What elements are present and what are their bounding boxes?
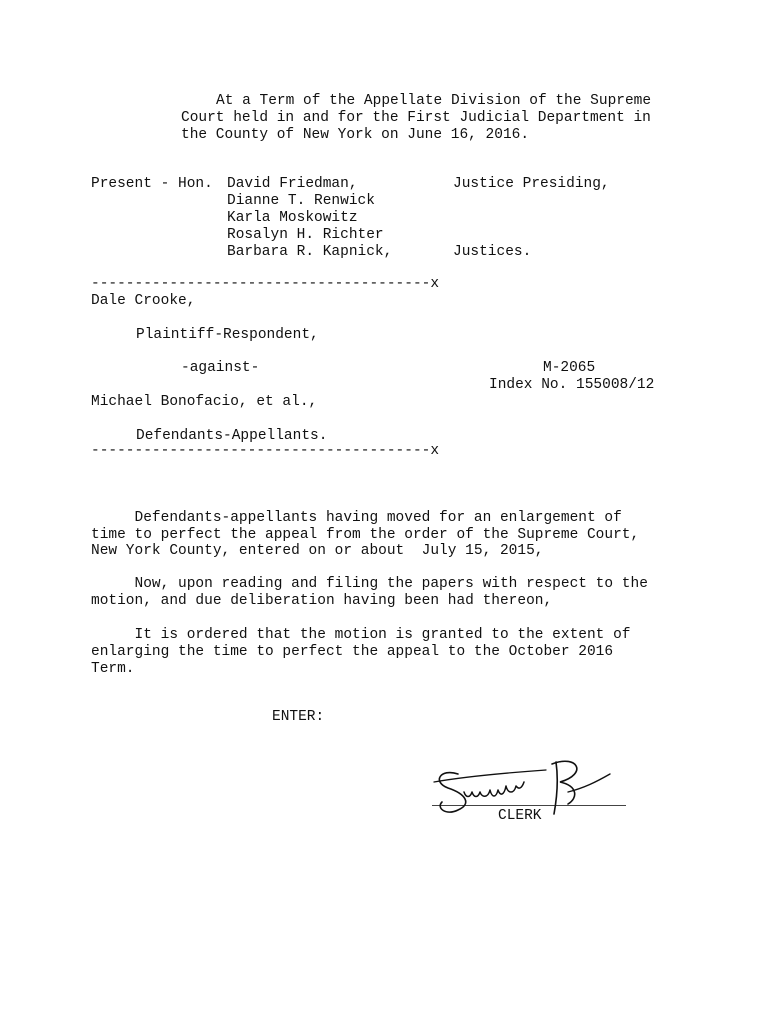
header-line-1: At a Term of the Appellate Division of the Supreme [216, 93, 652, 109]
enter-label: ENTER: [272, 709, 325, 725]
clerk-label: CLERK [498, 808, 542, 824]
paragraph-line: It is ordered that the motion is granted to the extent of [91, 627, 631, 643]
header-line-3: the County of New York on June 16, 2016. [181, 127, 530, 143]
paragraph-line: enlarging the time to perfect the appeal to the October 2016 [91, 644, 614, 660]
paragraph-line: Defendants-appellants having moved for an enlargement of [91, 510, 622, 526]
present-label: Present - Hon. [91, 176, 213, 192]
judge-title: Justice Presiding, [453, 176, 610, 192]
header-line-2: Court held in and for the First Judicial Department in [181, 110, 651, 126]
judge-title: Justices. [453, 244, 532, 260]
motion-number: M-2065 [543, 360, 596, 376]
paragraph-line: Now, upon reading and filing the papers with respect to the [91, 576, 648, 592]
plaintiff-role: Plaintiff-Respondent, [136, 327, 319, 343]
judge-name: Barbara R. Kapnick, [227, 244, 393, 260]
paragraph-line: time to perfect the appeal from the order of the Supreme Court, [91, 527, 640, 543]
judge-name: David Friedman, [227, 176, 358, 192]
judge-name: Karla Moskowitz [227, 210, 358, 226]
caption-rule-bottom: ---------------------------------------x [91, 443, 440, 459]
caption-rule-top: ---------------------------------------x [91, 276, 440, 292]
paragraph-line: New York County, entered on or about July 15, 2015, [91, 543, 544, 559]
versus-label: -against- [181, 360, 260, 376]
plaintiff-name: Dale Crooke, [91, 293, 196, 309]
paragraph-line: motion, and due deliberation having been had thereon, [91, 593, 553, 609]
paragraph-line: Term. [91, 661, 135, 677]
defendant-role: Defendants-Appellants. [136, 428, 328, 444]
defendant-name: Michael Bonofacio, et al., [91, 394, 318, 410]
judge-name: Rosalyn H. Richter [227, 227, 384, 243]
index-number: Index No. 155008/12 [489, 377, 655, 393]
judge-name: Dianne T. Renwick [227, 193, 375, 209]
